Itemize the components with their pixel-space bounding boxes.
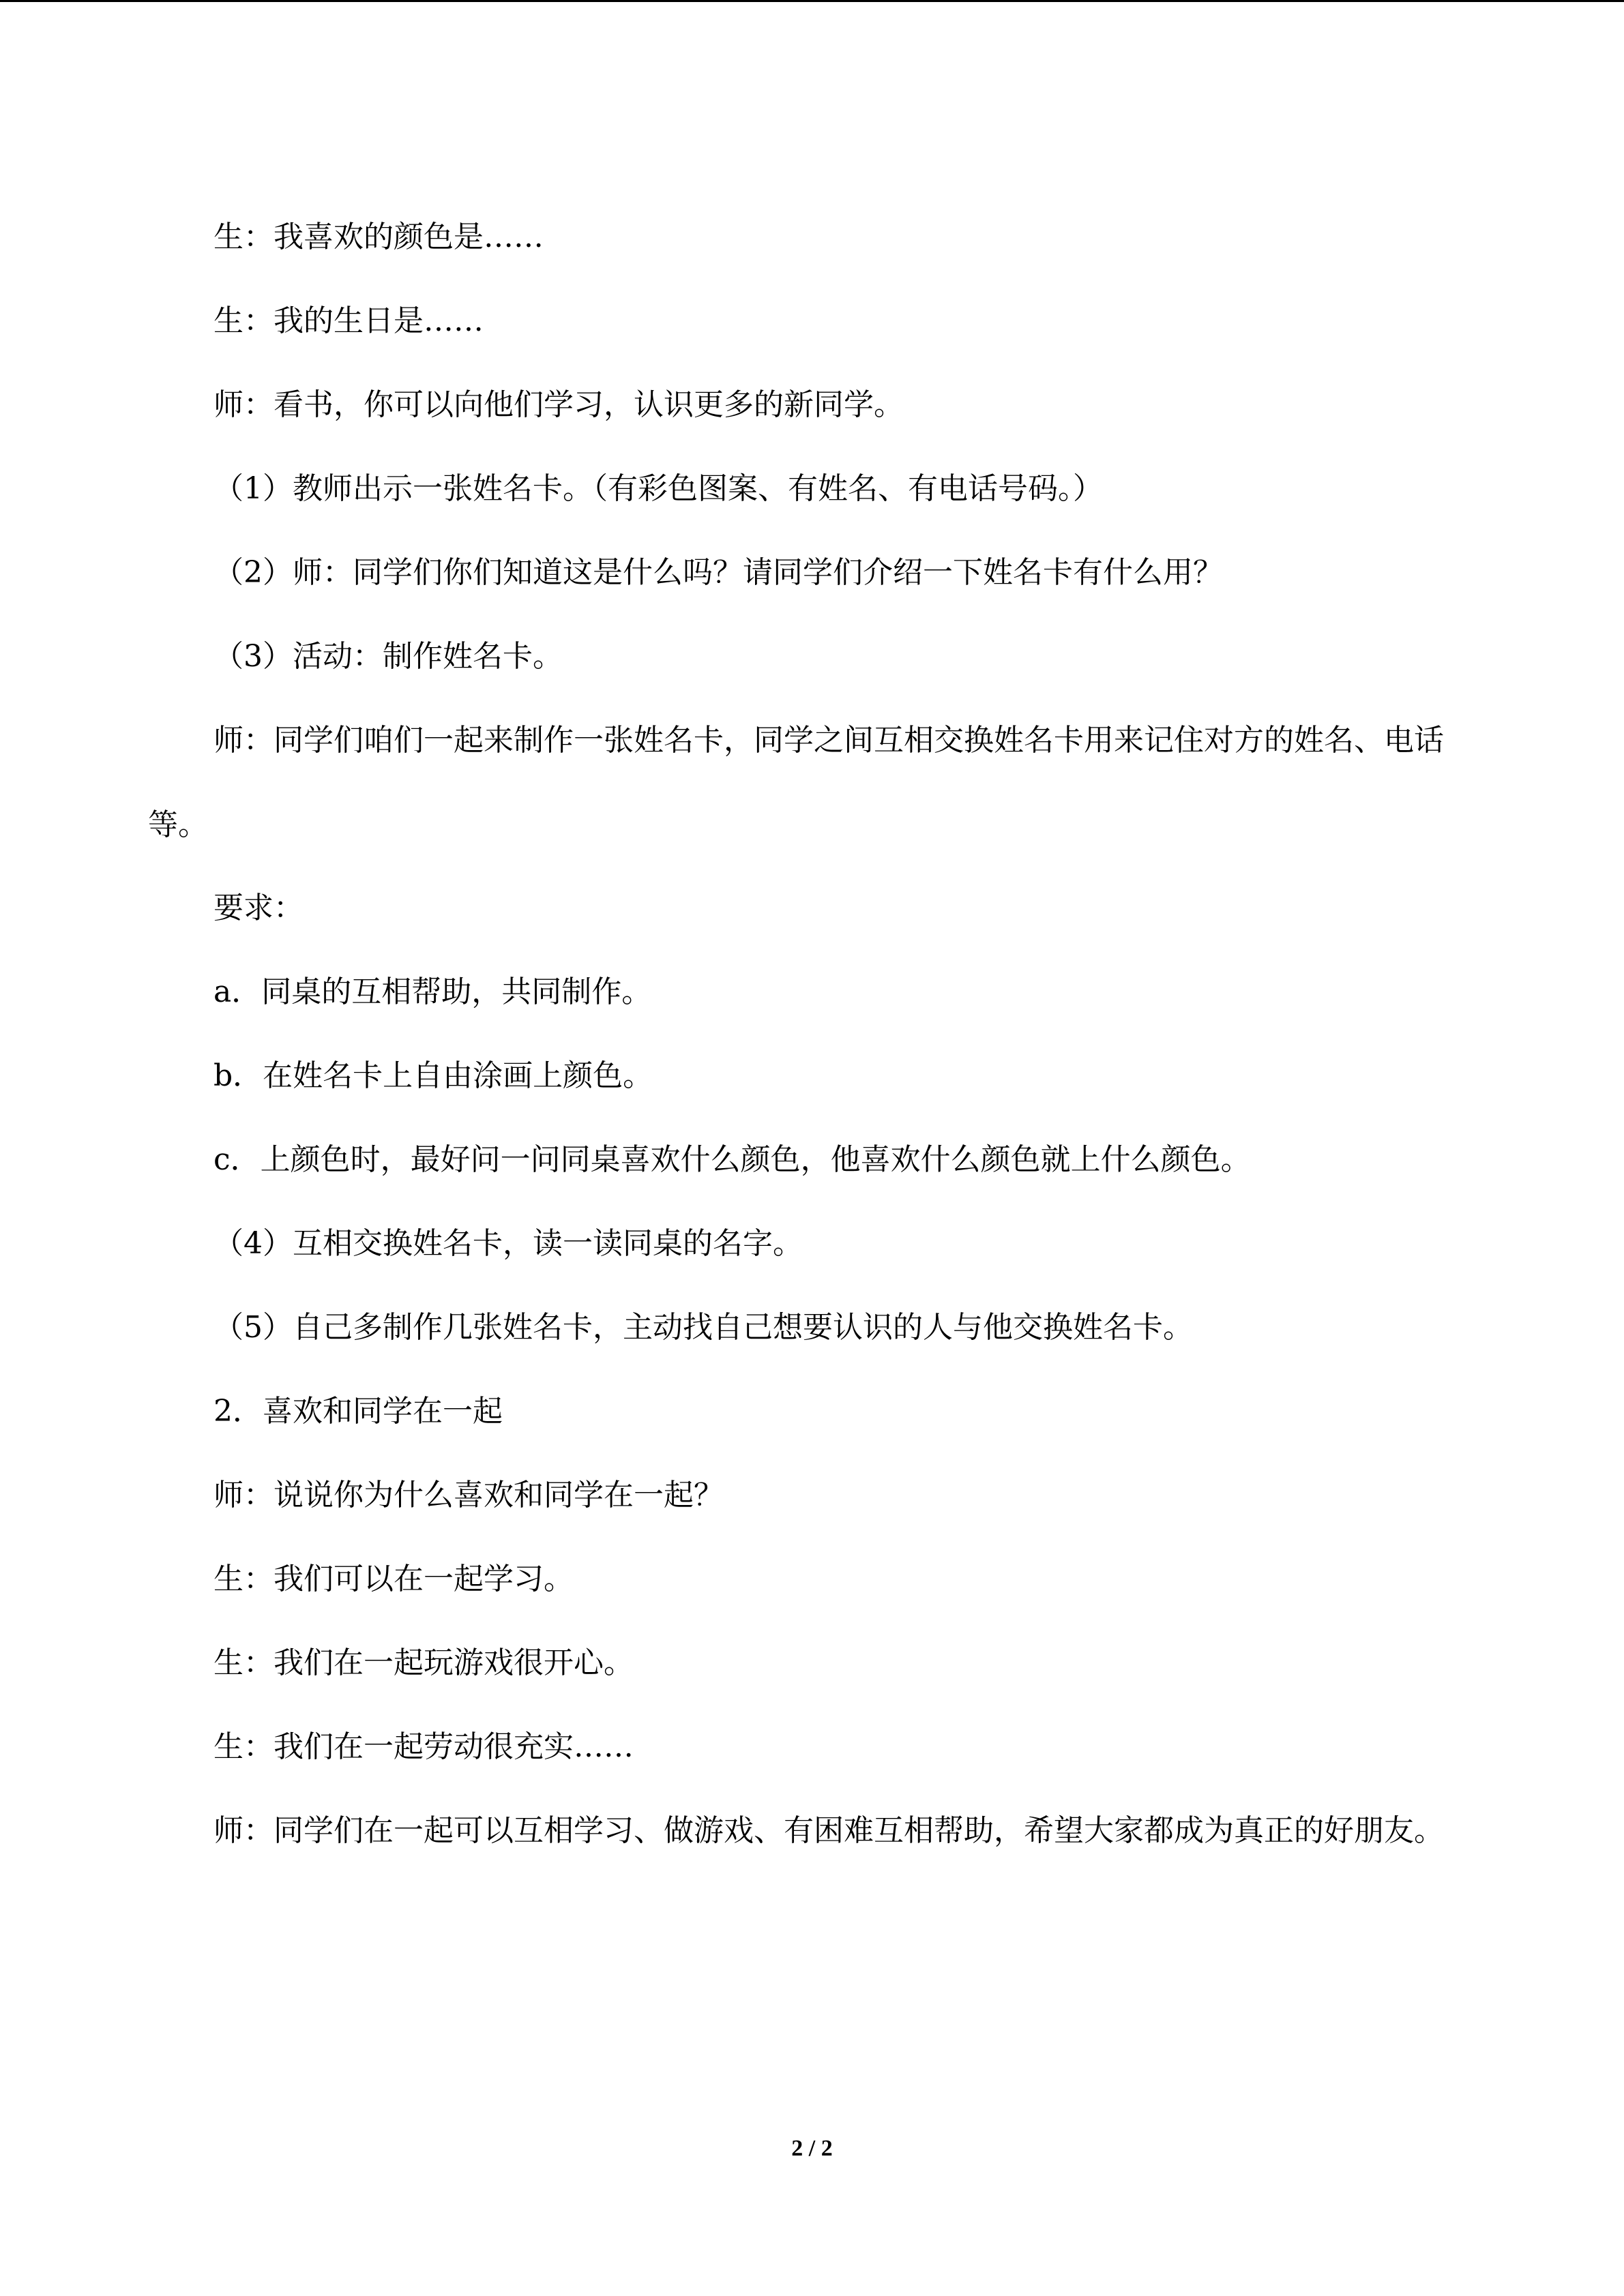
paragraph-teacher-read-book: 师：看书，你可以向他们学习，认识更多的新同学。	[213, 387, 904, 422]
paragraph-student-birthday: 生：我的生日是……	[213, 303, 484, 338]
paragraph-student-color: 生：我喜欢的颜色是……	[213, 220, 544, 254]
paragraph-step-4: （4）互相交换姓名卡，读一读同桌的名字。	[213, 1226, 803, 1261]
paragraph-student-games: 生：我们在一起玩游戏很开心。	[213, 1645, 634, 1680]
paragraph-step-3: （3）活动：制作姓名卡。	[213, 639, 563, 674]
paragraph-teacher-conclusion: 师：同学们在一起可以互相学习、做游戏、有困难互相帮助，希望大家都成为真正的好朋友。	[213, 1813, 1444, 1848]
paragraph-requirement-c: c．上颜色时，最好问一问同桌喜欢什么颜色，他喜欢什么颜色就上什么颜色。	[213, 1142, 1251, 1177]
paragraph-requirement-b: b．在姓名卡上自由涂画上颜色。	[213, 1058, 653, 1093]
paragraph-step-5: （5）自己多制作几张姓名卡，主动找自己想要认识的人与他交换姓名卡。	[213, 1310, 1193, 1345]
paragraph-step-2: （2）师：同学们你们知道这是什么吗？请同学们介绍一下姓名卡有什么用？	[213, 555, 1223, 590]
section-heading-2: 2．喜欢和同学在一起	[213, 1394, 503, 1429]
paragraph-teacher-make-card: 师：同学们咱们一起来制作一张姓名卡，同学之间互相交换姓名卡用来记住对方的姓名、电话等。	[148, 723, 1444, 842]
paragraph-teacher-why: 师：说说你为什么喜欢和同学在一起？	[213, 1478, 724, 1512]
paragraph-requirement-a: a．同桌的互相帮助，共同制作。	[213, 974, 652, 1009]
paragraph-requirements-heading: 要求：	[213, 891, 304, 925]
paragraph-step-1: （1）教师出示一张姓名卡。（有彩色图案、有姓名、有电话号码。）	[213, 471, 1103, 506]
paragraph-student-study: 生：我们可以在一起学习。	[213, 1562, 574, 1596]
page-number: 2 / 2	[791, 2136, 833, 2161]
paragraph-student-labor: 生：我们在一起劳动很充实……	[213, 1729, 634, 1764]
